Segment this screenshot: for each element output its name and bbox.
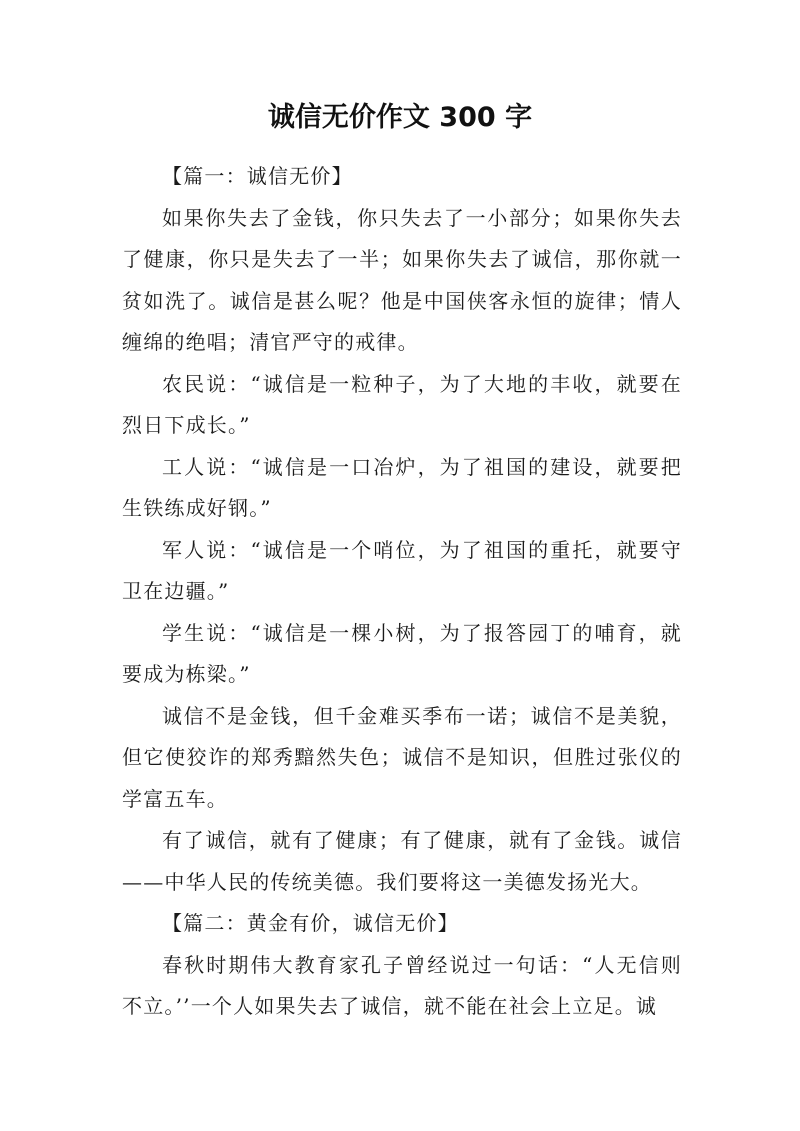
section-heading-1: 【篇一：诚信无价】 [162,164,353,188]
paragraph: 农民说：“诚信是一粒种子，为了大地的丰收，就要在烈日下成长。” [122,371,682,437]
paragraph: 如果你失去了金钱，你只失去了一小部分；如果你失去了健康，你只是失去了一半；如果你失去了诚信，那你就一贫如洗了。诚信是甚么呢？他是中国侠客永恒的旋律；情人缠绵的绝唱；清官严守的戒律。 [122,205,682,354]
paragraph: 学生说：“诚信是一棵小树，为了报答园丁的哺育，就要成为栋梁。” [122,620,682,686]
paragraph: 有了诚信，就有了健康；有了健康，就有了金钱。诚信——中华人民的传统美德。我们要将这一美德发扬光大。 [122,828,682,894]
paragraph: 军人说：“诚信是一个哨位，为了祖国的重托，就要守卫在边疆。” [122,537,682,603]
document-title: 诚信无价作文 300 字 [267,102,533,133]
paragraph: 春秋时期伟大教育家孔子曾经说过一句话：“人无信则不立。’’一个人如果失去了诚信，就不能在社会上立足。诚 [122,952,682,1018]
document-body [122,156,682,1028]
paragraph: 诚信不是金钱，但千金难买季布一诺；诚信不是美貌，但它使狡诈的郑秀黯然失色；诚信不是知识，但胜过张仪的学富五车。 [122,703,682,811]
section-heading-2: 【篇二：黄金有价，诚信无价】 [162,911,459,935]
paragraph: 工人说：“诚信是一口冶炉，为了祖国的建设，就要把生铁练成好钢。” [122,454,682,520]
